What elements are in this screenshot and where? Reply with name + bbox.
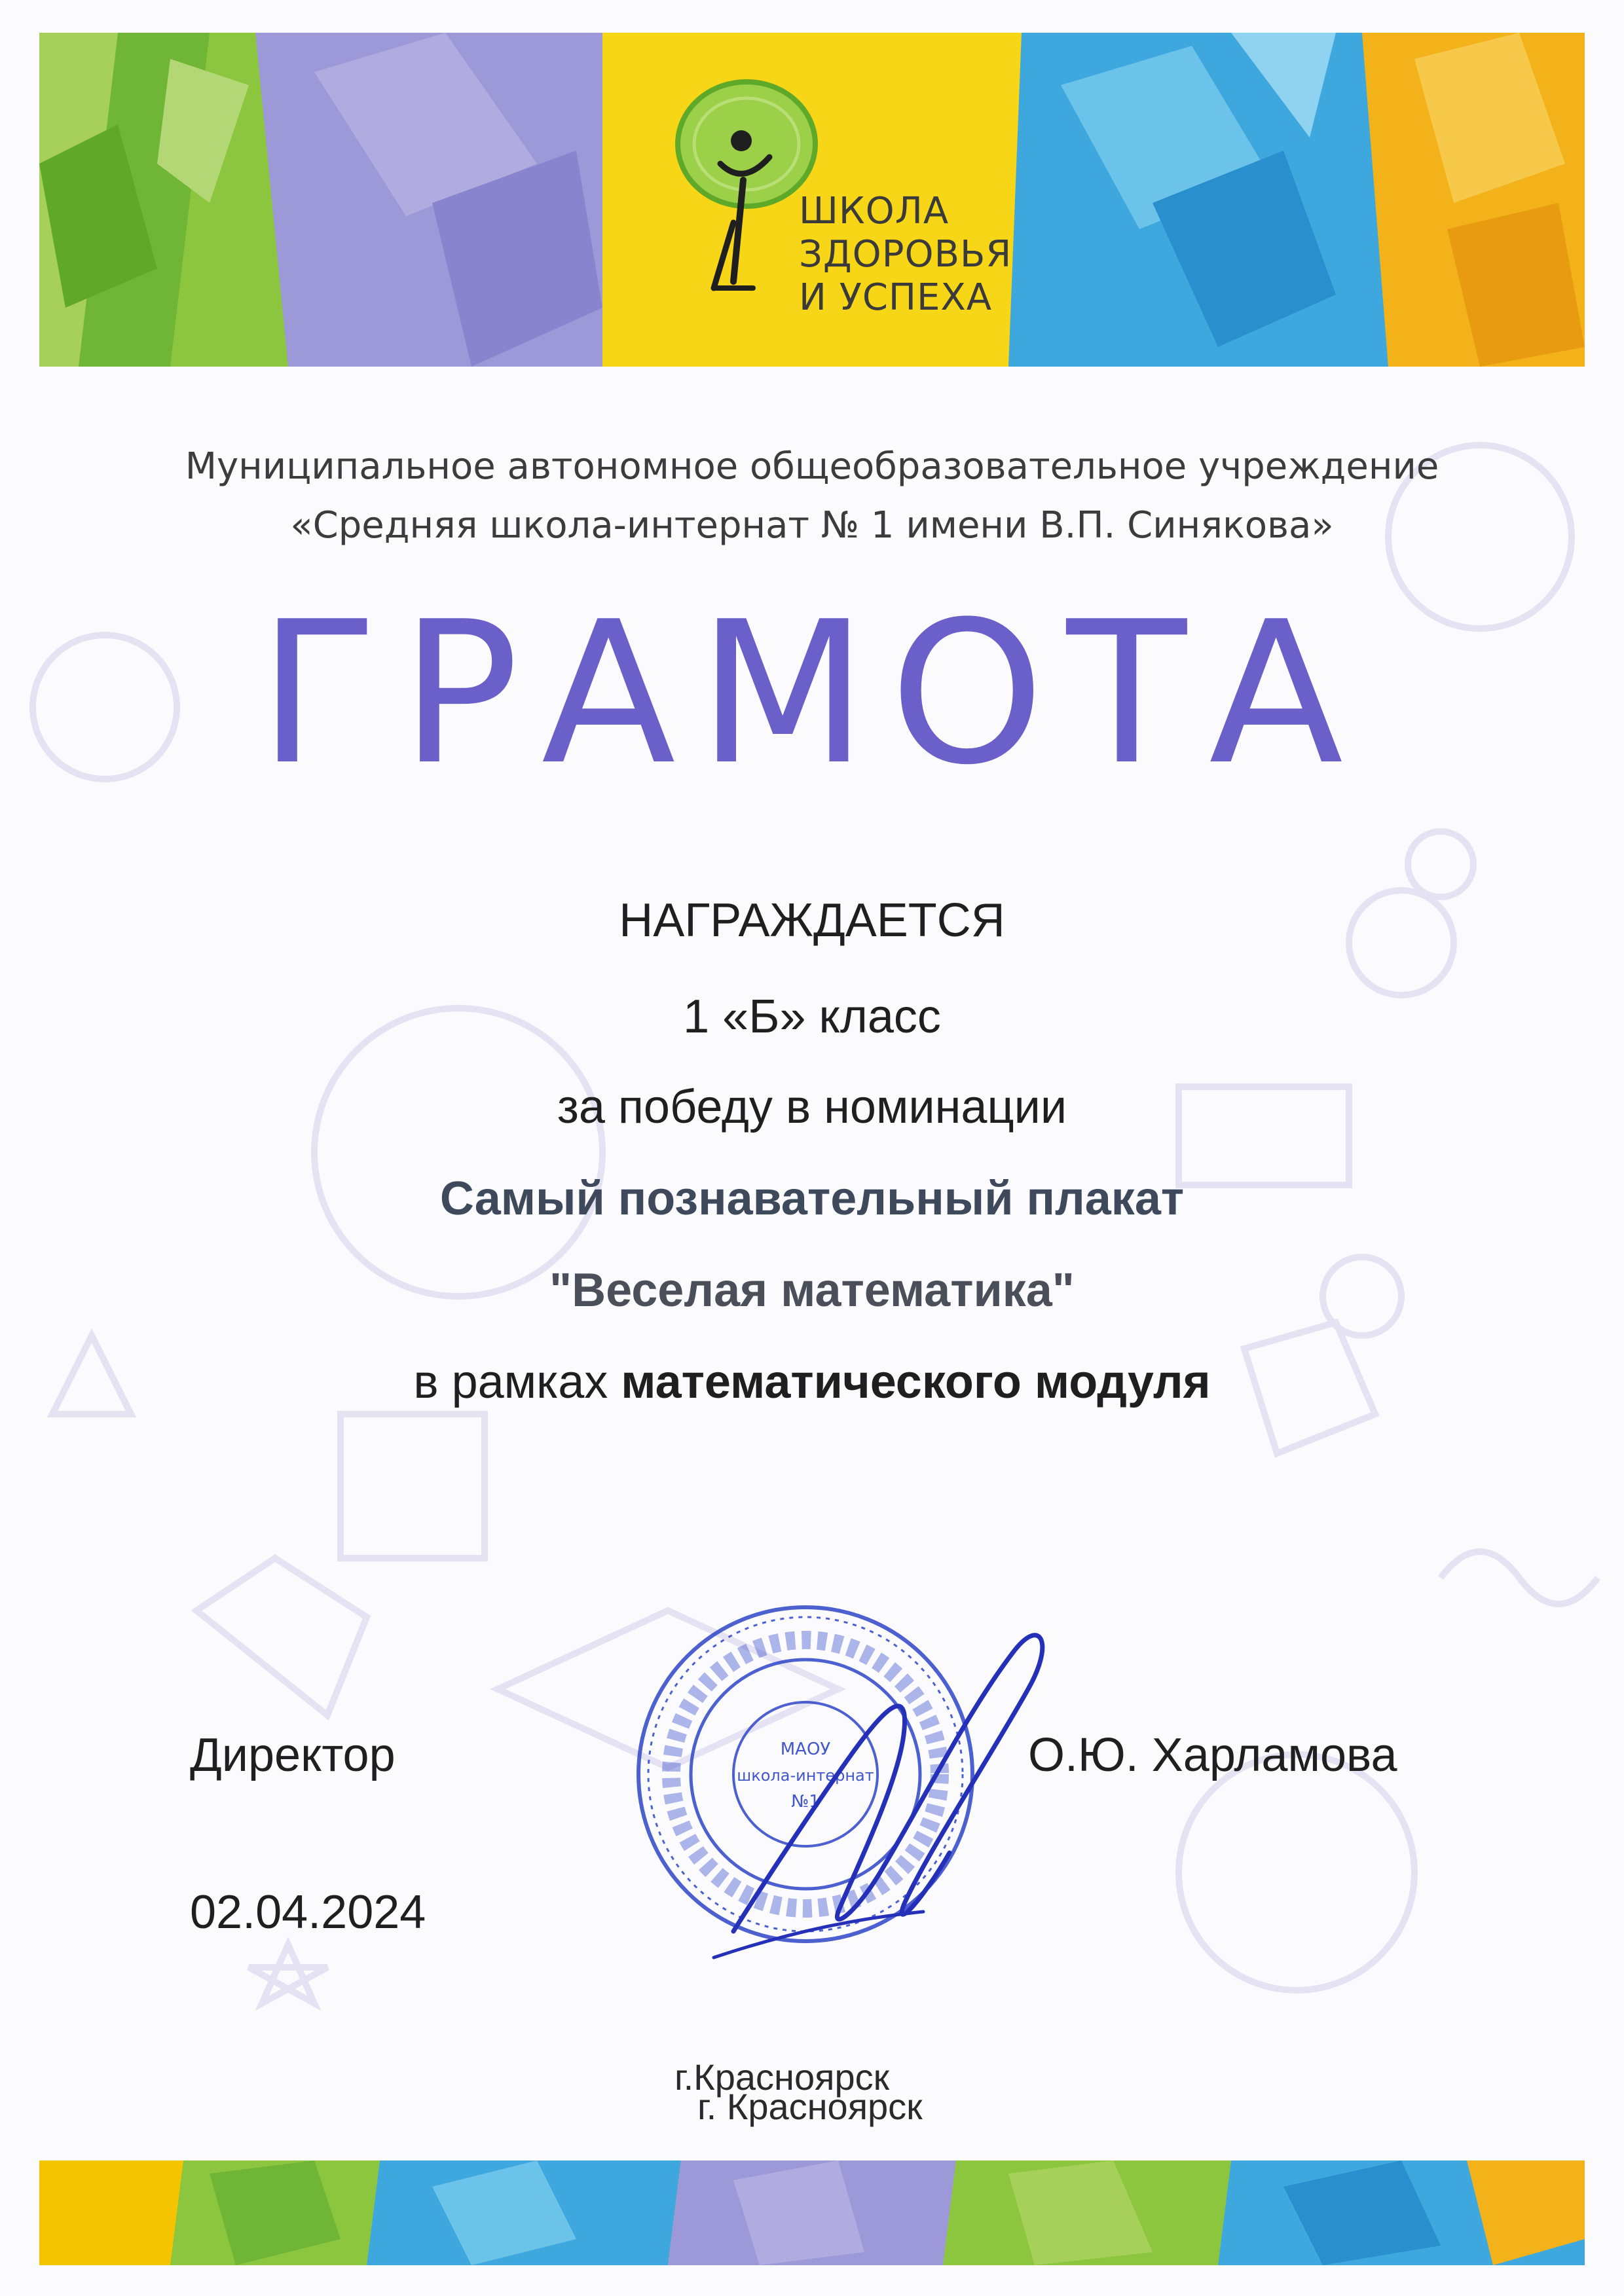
logo-line-2: ЗДОРОВЬЯ [799, 233, 1012, 276]
awarded-label: НАГРАЖДАЕТСЯ [619, 894, 1005, 947]
director-label: Директор [190, 1729, 396, 1781]
stamp-line-2: школа-интернат [737, 1766, 874, 1785]
frame-prefix: в рамках [413, 1356, 608, 1408]
director-name: О.Ю. Харламова [1028, 1729, 1397, 1781]
stamp-line-3: №1 [791, 1792, 820, 1812]
frame-module: математического модуля [621, 1356, 1211, 1408]
bottom-banner [39, 2160, 1585, 2265]
institution-line-2: «Средняя школа-интернат № 1 имени В.П. Синякова» [290, 504, 1334, 547]
director-signature [688, 1604, 1107, 1971]
nomination: Самый познавательный плакат [439, 1173, 1185, 1225]
city-stamp: г. Красноярск [697, 2086, 923, 2127]
issue-date: 02.04.2024 [190, 1886, 426, 1939]
certificate-title: ГРАМОТА [258, 579, 1366, 808]
institution-line-1: Муниципальное автономное общеобразовательное учреждение [185, 445, 1439, 488]
city: г.Красноярск [674, 2056, 890, 2098]
logo-line-1: ШКОЛА [799, 190, 950, 232]
stamp-line-1: МАОУ [780, 1740, 831, 1759]
work-title: "Веселая математика" [549, 1264, 1075, 1317]
logo-line-3: И УСПЕХА [799, 276, 993, 319]
logo-text [799, 190, 1061, 319]
award-frame [0, 1355, 1624, 1409]
recipient: 1 «Б» класс [683, 991, 941, 1043]
award-reason: за победу в номинации [557, 1081, 1067, 1133]
